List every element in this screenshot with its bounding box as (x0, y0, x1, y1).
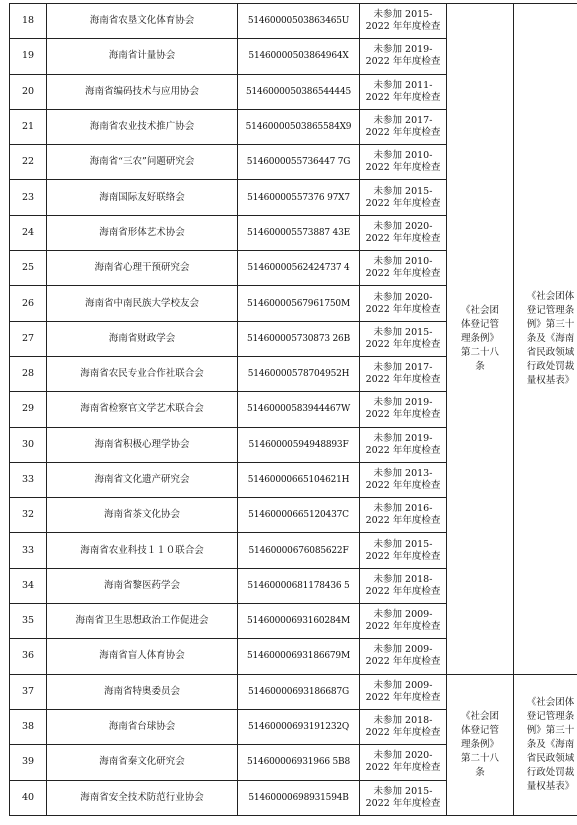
row-number: 34 (10, 568, 47, 603)
inspection-status-line: 未参加 2017- (373, 115, 433, 127)
legal-basis-cell (447, 4, 514, 675)
inspection-status (360, 109, 447, 144)
organization-name: 海南省编码技术与应用协会 (47, 74, 238, 109)
penalty-table (9, 3, 577, 816)
organization-name: 海南省中南民族大学校友会 (47, 286, 238, 321)
organization-name: 海南省安全技术防范行业协会 (47, 780, 238, 815)
credit-code: 514600005730873 26B (238, 321, 360, 356)
penalty-table-body (10, 4, 577, 816)
inspection-status-line: 未参加 2019- (373, 397, 433, 409)
inspection-status-line: 未参加 2010- (373, 150, 433, 162)
inspection-status-line: 未参加 2015- (373, 785, 433, 797)
row-number: 23 (10, 180, 47, 215)
inspection-status (360, 356, 447, 391)
inspection-status (360, 639, 447, 674)
penalty-basis-line: 登记管理条 (526, 304, 575, 316)
inspection-status (360, 180, 447, 215)
penalty-table-wrapper (9, 3, 577, 816)
inspection-status-line: 未参加 2011- (373, 79, 433, 91)
row-number: 24 (10, 215, 47, 250)
row-number: 21 (10, 109, 47, 144)
inspection-status-line: 未参加 2020- (373, 750, 433, 762)
inspection-status-line: 2022 年年度检查 (365, 585, 441, 597)
inspection-status-line: 2022 年年度检查 (365, 444, 441, 456)
inspection-status-line: 2022 年年度检查 (365, 303, 441, 315)
inspection-status-line: 2022 年年度检查 (365, 374, 441, 386)
legal-basis-line: 第二十八 (460, 752, 499, 764)
penalty-basis-line: 行政处罚裁 (526, 360, 575, 372)
row-number: 35 (10, 604, 47, 639)
penalty-basis-cell (514, 674, 577, 815)
row-number: 36 (10, 639, 47, 674)
row-number: 40 (10, 780, 47, 815)
organization-name: 海南省黎医药学会 (47, 568, 238, 603)
inspection-status-line: 2022 年年度检查 (365, 762, 441, 774)
credit-code: 51460000676085622F (238, 533, 360, 568)
organization-name: 海南省文化遗产研究会 (47, 462, 238, 497)
inspection-status-line: 2022 年年度检查 (365, 162, 441, 174)
credit-code: 514600006931966 5B8 (238, 745, 360, 780)
row-number: 19 (10, 39, 47, 74)
inspection-status-line: 未参加 2015- (373, 185, 433, 197)
penalty-basis-line: 行政处罚裁 (526, 766, 575, 778)
inspection-status-line: 未参加 2015- (373, 326, 433, 338)
penalty-basis-line: 例》第三十 (526, 724, 575, 736)
inspection-status-line: 未参加 2020- (373, 291, 433, 303)
organization-name: 海南省秦文化研究会 (47, 745, 238, 780)
inspection-status-line: 2022 年年度检查 (365, 515, 441, 527)
inspection-status (360, 392, 447, 427)
inspection-status (360, 533, 447, 568)
inspection-status (360, 709, 447, 744)
row-number: 33 (10, 533, 47, 568)
organization-name: 海南国际友好联络会 (47, 180, 238, 215)
organization-name: 海南省茶文化协会 (47, 498, 238, 533)
inspection-status (360, 427, 447, 462)
legal-basis-line: 第二十八 (460, 346, 499, 358)
organization-name: 海南省计量协会 (47, 39, 238, 74)
inspection-status-line: 2022 年年度检查 (365, 621, 441, 633)
inspection-status (360, 286, 447, 321)
credit-code: 51460000557376 97X7 (238, 180, 360, 215)
inspection-status-line: 未参加 2019- (373, 432, 433, 444)
inspection-status (360, 780, 447, 815)
inspection-status-line: 未参加 2013- (373, 468, 433, 479)
inspection-status-line: 未参加 2015- (373, 538, 433, 550)
credit-code: 51460000698931594B (238, 780, 360, 815)
legal-basis-line: 体登记管 (460, 724, 499, 736)
inspection-status (360, 604, 447, 639)
inspection-status-line: 未参加 2018- (373, 573, 433, 585)
credit-code: 51460000578704952H (238, 356, 360, 391)
inspection-status (360, 321, 447, 356)
credit-code: 51460000583944467W (238, 392, 360, 427)
inspection-status-line: 2022 年年度检查 (365, 91, 441, 103)
credit-code: 51460000594948893F (238, 427, 360, 462)
penalty-basis-line: 《社会团体 (526, 290, 575, 302)
penalty-basis-line: 《社会团体 (526, 696, 575, 708)
inspection-status-line: 2022 年年度检查 (365, 127, 441, 139)
organization-name: 海南省心理干预研究会 (47, 251, 238, 286)
organization-name: 海南省特奥委员会 (47, 674, 238, 709)
credit-code: 51460000503863465U (238, 4, 360, 39)
credit-code: 514600005573887 43E (238, 215, 360, 250)
row-number: 18 (10, 4, 47, 39)
credit-code: 51460000693186687G (238, 674, 360, 709)
row-number: 30 (10, 427, 47, 462)
penalty-basis-line: 量权基表》 (526, 780, 575, 792)
row-number: 22 (10, 145, 47, 180)
inspection-status (360, 4, 447, 39)
inspection-status-line: 未参加 2016- (373, 503, 433, 515)
row-number: 29 (10, 392, 47, 427)
row-number: 28 (10, 356, 47, 391)
credit-code: 51460000681178436 5 (238, 568, 360, 603)
table-row (10, 674, 577, 709)
credit-code: 51460000567961750M (238, 286, 360, 321)
inspection-status (360, 745, 447, 780)
inspection-status-line: 未参加 2017- (373, 362, 433, 374)
inspection-status-line: 未参加 2009- (373, 609, 433, 621)
inspection-status-line: 2022 年年度检查 (365, 691, 441, 703)
legal-basis-line: 条 (475, 360, 485, 372)
credit-code: 51460000693186679M (238, 639, 360, 674)
penalty-basis-line: 量权基表》 (526, 374, 575, 386)
legal-basis-line: 体登记管 (460, 318, 499, 330)
inspection-status (360, 462, 447, 497)
penalty-basis-line: 条及《海南 (526, 332, 575, 344)
row-number: 32 (10, 498, 47, 533)
row-number: 37 (10, 674, 47, 709)
inspection-status-line: 2022 年年度检查 (365, 797, 441, 809)
credit-code: 5146000055736447 7G (238, 145, 360, 180)
credit-code: 5146000050386544445 (238, 74, 360, 109)
inspection-status (360, 674, 447, 709)
inspection-status-line: 2022 年年度检查 (365, 21, 441, 33)
organization-name: 海南省农民专业合作社联合会 (47, 356, 238, 391)
inspection-status-line: 未参加 2010- (373, 256, 433, 268)
credit-code: 51460000562424737 4 (238, 251, 360, 286)
inspection-status-line: 2022 年年度检查 (365, 656, 441, 668)
inspection-status-line: 2022 年年度检查 (365, 197, 441, 209)
legal-basis-line: 条 (475, 766, 485, 778)
organization-name: 海南省卫生思想政治工作促进会 (47, 604, 238, 639)
inspection-status-line: 2022 年年度检查 (365, 56, 441, 68)
legal-basis-line: 《社会团 (460, 304, 499, 316)
inspection-status (360, 215, 447, 250)
row-number: 33 (10, 462, 47, 497)
inspection-status (360, 251, 447, 286)
inspection-status-line: 2022 年年度检查 (365, 409, 441, 421)
legal-basis-line: 理条例》 (460, 332, 499, 344)
inspection-status-line: 2022 年年度检查 (365, 232, 441, 244)
inspection-status-line: 2022 年年度检查 (365, 550, 441, 562)
inspection-status-line: 未参加 2018- (373, 715, 433, 727)
organization-name: 海南省积极心理学协会 (47, 427, 238, 462)
inspection-status-line: 2022 年年度检查 (365, 480, 441, 491)
penalty-basis-line: 例》第三十 (526, 318, 575, 330)
organization-name: 海南省“三农”问题研究会 (47, 145, 238, 180)
penalty-basis-line: 省民政领域 (526, 346, 575, 358)
organization-name: 海南省财政学会 (47, 321, 238, 356)
inspection-status-line: 未参加 2009- (373, 679, 433, 691)
inspection-status (360, 145, 447, 180)
penalty-basis-line: 省民政领域 (526, 752, 575, 764)
inspection-status-line: 未参加 2019- (373, 44, 433, 56)
penalty-basis-line: 登记管理条 (526, 710, 575, 722)
legal-basis-line: 《社会团 (460, 710, 499, 722)
inspection-status (360, 74, 447, 109)
legal-basis-cell (447, 674, 514, 815)
table-row (10, 4, 577, 39)
credit-code: 51460000693160284M (238, 604, 360, 639)
penalty-basis-line: 条及《海南 (526, 738, 575, 750)
inspection-status-line: 2022 年年度检查 (365, 268, 441, 280)
organization-name: 海南省农业技术推广协会 (47, 109, 238, 144)
credit-code: 51460000665120437C (238, 498, 360, 533)
row-number: 20 (10, 74, 47, 109)
inspection-status-line: 2022 年年度检查 (365, 727, 441, 739)
legal-basis-line: 理条例》 (460, 738, 499, 750)
inspection-status-line: 未参加 2020- (373, 220, 433, 232)
credit-code: 51460000503865584X9 (238, 109, 360, 144)
inspection-status (360, 498, 447, 533)
row-number: 38 (10, 709, 47, 744)
inspection-status-line: 2022 年年度检查 (365, 338, 441, 350)
organization-name: 海南省农垦文化体育协会 (47, 4, 238, 39)
inspection-status (360, 39, 447, 74)
row-number: 39 (10, 745, 47, 780)
credit-code: 51460000693191232Q (238, 709, 360, 744)
inspection-status (360, 568, 447, 603)
row-number: 25 (10, 251, 47, 286)
row-number: 27 (10, 321, 47, 356)
inspection-status-line: 未参加 2009- (373, 644, 433, 656)
row-number: 26 (10, 286, 47, 321)
credit-code: 51460000665104621H (238, 462, 360, 497)
organization-name: 海南省台球协会 (47, 709, 238, 744)
organization-name: 海南省农业科技１１０联合会 (47, 533, 238, 568)
credit-code: 51460000503864964X (238, 39, 360, 74)
organization-name: 海南省形体艺术协会 (47, 215, 238, 250)
penalty-basis-cell (514, 4, 577, 675)
organization-name: 海南省检察官文学艺术联合会 (47, 392, 238, 427)
inspection-status-line: 未参加 2015- (373, 9, 433, 21)
organization-name: 海南省盲人体育协会 (47, 639, 238, 674)
